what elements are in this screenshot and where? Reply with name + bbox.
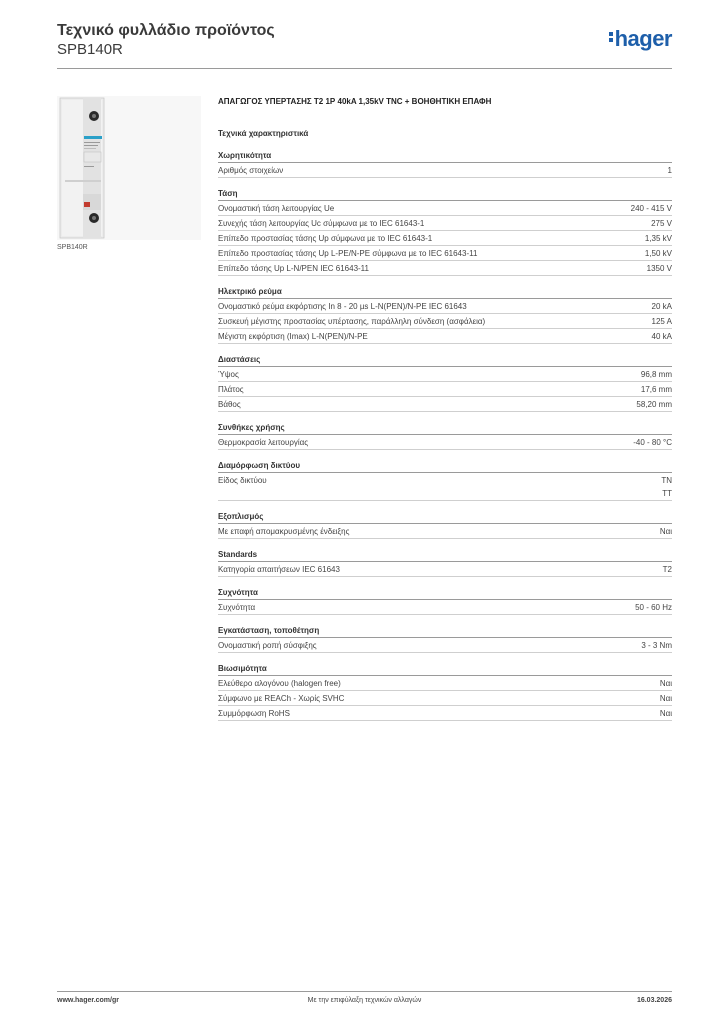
spec-value <box>663 563 672 576</box>
spec-value <box>651 217 672 230</box>
logo-dots-icon <box>609 30 613 44</box>
spec-label: Ονομαστικό ρεύμα εκφόρτισης In 8 - 20 µs L-N(PEN)/N-PE IEC 61643 <box>218 302 467 311</box>
spec-label: Είδος δικτύου <box>218 476 267 485</box>
spec-sections <box>218 150 672 721</box>
spec-value-text: Ναι <box>659 694 672 703</box>
footer-date: 16.03.2026 <box>636 997 672 1004</box>
spec-value <box>668 164 672 177</box>
spec-value <box>645 247 672 260</box>
spec-value-text: TT <box>662 489 672 498</box>
spec-row <box>218 367 672 382</box>
spec-value <box>660 692 672 705</box>
spec-label: Με επαφή απομακρυσμένης ένδειξης <box>218 527 350 536</box>
spec-label: Πλάτος <box>218 385 244 394</box>
header-divider <box>57 68 672 69</box>
tech-specs-heading: Τεχνικά χαρακτηριστικά <box>218 129 309 138</box>
spec-value-text: 3 - 3 Nm <box>641 641 672 650</box>
spec-value-text: TN <box>661 476 672 485</box>
spec-label: Ελεύθερο αλογόνου (halogen free) <box>218 679 341 688</box>
section-title: Συνθήκες χρήσης <box>218 422 672 435</box>
spec-label: Συσκευή μέγιστης προστασίας υπέρτασης, παράλληλη σύνδεση (ασφάλεια) <box>218 317 486 326</box>
spec-value-text: 58,20 mm <box>636 400 672 409</box>
spec-value <box>635 601 672 614</box>
spec-value <box>633 436 672 449</box>
spec-value-text: 1,50 kV <box>644 249 672 258</box>
document-title: Τεχνικό φυλλάδιο προϊόντος <box>57 22 275 39</box>
spec-value <box>660 525 672 538</box>
spec-label: Ονομαστική ροπή σύσφιξης <box>218 641 317 650</box>
section-title: Χωρητικότητα <box>218 150 672 163</box>
spec-row <box>218 706 672 721</box>
footer-disclaimer: Με την επιφύλαξη τεχνικών αλλαγών <box>307 997 422 1004</box>
spec-section <box>218 460 672 501</box>
spec-value-text: T2 <box>662 565 672 574</box>
spec-label: Συμμόρφωση RoHS <box>218 709 290 718</box>
spec-row <box>218 216 672 231</box>
page-footer <box>57 997 672 1011</box>
spec-value-text: Ναι <box>659 679 672 688</box>
spec-label: Κατηγορία απαιτήσεων IEC 61643 <box>218 565 340 574</box>
specification-content <box>218 96 672 731</box>
spec-value-text: 40 kA <box>651 332 672 341</box>
spec-value-text: -40 - 80 °C <box>633 438 672 447</box>
section-title: Συχνότητα <box>218 587 672 600</box>
spec-label: Βάθος <box>218 400 241 409</box>
spec-label: Ονομαστική τάση λειτουργίας Ue <box>218 204 335 213</box>
spec-row <box>218 201 672 216</box>
spec-value <box>641 368 672 381</box>
spec-section <box>218 188 672 276</box>
spec-row <box>218 435 672 450</box>
spec-row <box>218 261 672 276</box>
spec-value <box>652 300 672 313</box>
product-image <box>57 96 201 240</box>
spec-value-text: 1350 V <box>646 264 672 273</box>
spec-value <box>661 474 672 500</box>
footer-website: www.hager.com/gr <box>57 997 119 1004</box>
section-title: Διαστάσεις <box>218 354 672 367</box>
spec-row <box>218 163 672 178</box>
section-title: Τάση <box>218 188 672 201</box>
spec-label: Θερμοκρασία λειτουργίας <box>218 438 309 447</box>
spec-section <box>218 286 672 344</box>
spec-row <box>218 691 672 706</box>
spec-section <box>218 150 672 178</box>
product-code: SPB140R <box>57 41 123 58</box>
page-header <box>57 20 672 68</box>
spec-value <box>631 202 672 215</box>
spec-value <box>641 383 672 396</box>
spec-value-text: 96,8 mm <box>640 370 672 379</box>
spec-label: Επίπεδο προστασίας τάσης Up L-PE/N-PE σύμφωνα με το IEC 61643-11 <box>218 249 478 258</box>
spec-label: Μέγιστη εκφόρτιση (Imax) L-N(PEN)/N-PE <box>218 332 368 341</box>
spec-value <box>647 262 672 275</box>
spec-section <box>218 511 672 539</box>
section-title: Διαμόρφωση δικτύου <box>218 460 672 473</box>
spec-label: Επίπεδο προστασίας τάσης Up σύμφωνα με το IEC 61643-1 <box>218 234 433 243</box>
spec-row <box>218 246 672 261</box>
spec-row <box>218 231 672 246</box>
spec-value-text: 275 V <box>651 219 672 228</box>
spec-value <box>660 677 672 690</box>
spec-value <box>652 315 672 328</box>
spec-row <box>218 397 672 412</box>
spec-label: Ύψος <box>218 370 239 379</box>
spec-label: Σύμφωνο με REACh - Χωρίς SVHC <box>218 694 345 703</box>
spec-value <box>660 707 672 720</box>
spec-row <box>218 638 672 653</box>
surge-arrester-image <box>57 96 201 240</box>
spec-value <box>641 639 672 652</box>
image-caption: SPB140R <box>57 244 88 251</box>
section-title: Standards <box>218 549 672 562</box>
spec-row <box>218 600 672 615</box>
section-title: Εγκατάσταση, τοποθέτηση <box>218 625 672 638</box>
spec-value-text: Ναι <box>659 709 672 718</box>
spec-value-text: 1,35 kV <box>644 234 672 243</box>
spec-row <box>218 382 672 397</box>
spec-label: Συχνότητα <box>218 603 256 612</box>
spec-section <box>218 625 672 653</box>
spec-value-text: 50 - 60 Hz <box>635 603 672 612</box>
spec-row <box>218 314 672 329</box>
spec-row <box>218 299 672 314</box>
spec-row <box>218 524 672 539</box>
spec-value-text: 125 A <box>651 317 672 326</box>
spec-value <box>636 398 672 411</box>
spec-section <box>218 587 672 615</box>
spec-label: Αριθμός στοιχείων <box>218 166 284 175</box>
spec-section <box>218 663 672 721</box>
section-title: Ηλεκτρικό ρεύμα <box>218 286 672 299</box>
product-title: ΑΠΑΓΩΓΟΣ ΥΠΕΡΤΑΣΗΣ Τ2 1Ρ 40kA 1,35kV TNC + ΒΟΗΘΗΤΙΚΗ ΕΠΑΦΗ <box>218 97 492 106</box>
section-title: Εξοπλισμός <box>218 511 672 524</box>
spec-section <box>218 354 672 412</box>
spec-row <box>218 329 672 344</box>
spec-value-text: 240 - 415 V <box>630 204 672 213</box>
spec-value <box>645 232 672 245</box>
footer-divider <box>57 991 672 992</box>
spec-value-text: Ναι <box>659 527 672 536</box>
spec-label: Συνεχής τάση λειτουργίας Uc σύμφωνα με το IEC 61643-1 <box>218 219 425 228</box>
hager-logo <box>609 26 672 52</box>
spec-value-text: 1 <box>667 166 672 175</box>
section-title: Βιωσιμότητα <box>218 663 672 676</box>
logo-text: hager <box>614 26 672 51</box>
spec-row <box>218 676 672 691</box>
spec-row <box>218 562 672 577</box>
spec-section <box>218 549 672 577</box>
spec-section <box>218 422 672 450</box>
spec-row <box>218 473 672 501</box>
spec-value <box>652 330 672 343</box>
spec-value-text: 20 kA <box>651 302 672 311</box>
spec-label: Επίπεδο τάσης Up L-N/PEN IEC 61643-11 <box>218 264 369 273</box>
spec-value-text: 17,6 mm <box>640 385 672 394</box>
